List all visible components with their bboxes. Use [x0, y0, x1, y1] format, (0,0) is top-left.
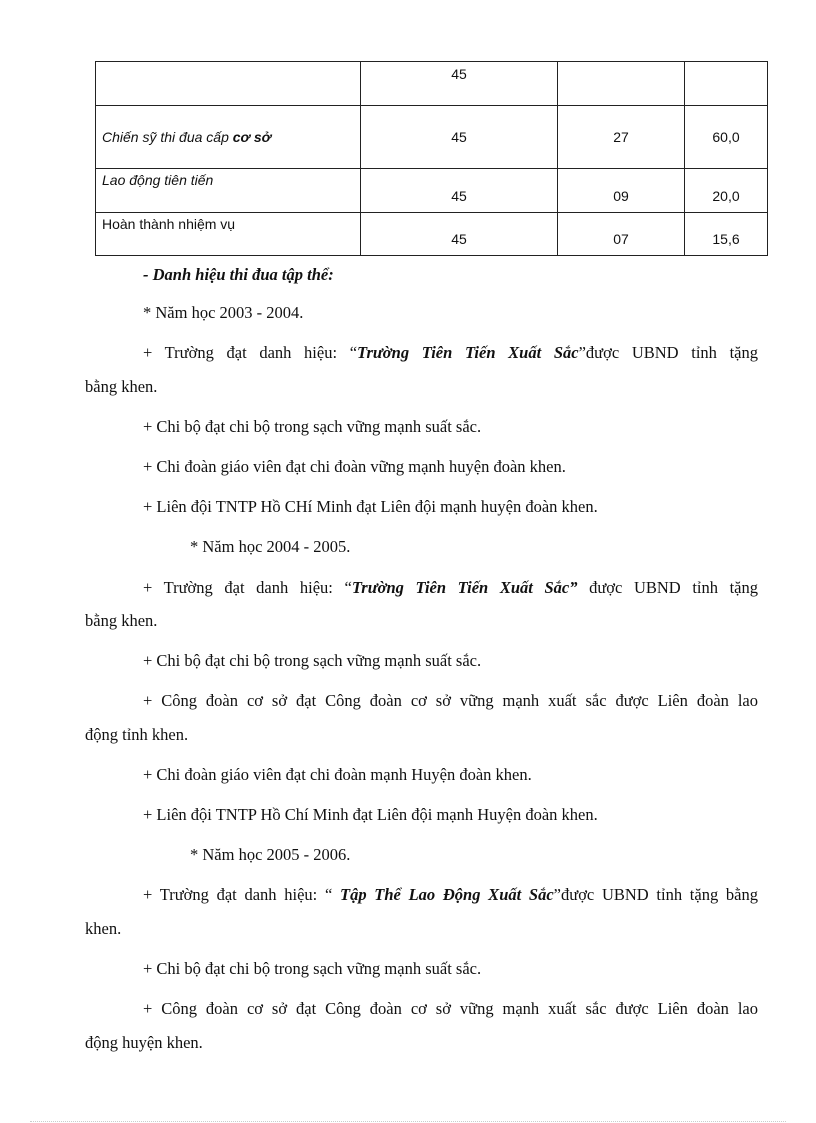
- table-cell-name: Hoàn thành nhiệm vụ: [96, 213, 361, 256]
- text: + Trường đạt danh hiệu: “: [143, 885, 340, 904]
- table-cell-count: [558, 62, 685, 106]
- paragraph: + Công đoàn cơ sở đạt Công đoàn cơ sở vững mạnh xuất sắc được Liên đoàn lao: [143, 999, 758, 1018]
- year-heading: * Năm học 2004 - 2005.: [190, 537, 351, 556]
- paragraph: + Chi bộ đạt chi bộ trong sạch vững mạnh suất sắc.: [143, 651, 482, 670]
- award-statistics-table: [95, 61, 768, 256]
- emphasis-text: Trường Tiên Tiến Xuất Sắc”: [351, 578, 578, 597]
- table-row: [96, 62, 768, 106]
- emphasis-text: Trường Tiên Tiến Xuất Sắc: [357, 343, 579, 362]
- table-cell-count: 09: [558, 169, 685, 213]
- table-cell-percent: 20,0: [685, 169, 768, 213]
- text: ”được UBND tỉnh tặng bằng: [553, 885, 758, 904]
- text: được UBND tỉnh tặng: [577, 578, 759, 597]
- paragraph: [143, 885, 758, 905]
- table-cell-name: [96, 62, 361, 106]
- paragraph: + Chi bộ đạt chi bộ trong sạch vững mạnh suất sắc.: [143, 417, 482, 436]
- paragraph: + Công đoàn cơ sở đạt Công đoàn cơ sở vững mạnh xuất sắc được Liên đoàn lao: [143, 691, 758, 710]
- table-cell-total: 45: [361, 213, 558, 256]
- table-row: [96, 106, 768, 169]
- table-cell-total: 45: [361, 62, 558, 106]
- name-text: Chiến sỹ thi đua cấp: [102, 129, 233, 145]
- table-cell-percent: 60,0: [685, 106, 768, 169]
- table-row: [96, 169, 768, 213]
- page-bottom-rule: [30, 1121, 786, 1122]
- paragraph: + Chi đoàn giáo viên đạt chi đoàn vững mạnh huyện đoàn khen.: [143, 457, 566, 476]
- paragraph: + Liên đội TNTP Hồ Chí Minh đạt Liên đội mạnh Huyện đoàn khen.: [143, 805, 598, 824]
- paragraph: + Chi đoàn giáo viên đạt chi đoàn mạnh Huyện đoàn khen.: [143, 765, 532, 784]
- paragraph: [143, 578, 758, 598]
- name-emphasis: cơ sở: [232, 129, 272, 145]
- year-heading: * Năm học 2005 - 2006.: [190, 845, 351, 864]
- table-cell-total: 45: [361, 106, 558, 169]
- table-cell-percent: [685, 62, 768, 106]
- table-cell-total: 45: [361, 169, 558, 213]
- section-heading: - Danh hiệu thi đua tập thể:: [143, 265, 334, 284]
- table-row: [96, 213, 768, 256]
- paragraph: [143, 343, 758, 363]
- name-text: Lao động tiên tiến: [102, 172, 214, 188]
- paragraph: + Liên đội TNTP Hồ CHí Minh đạt Liên đội mạnh huyện đoàn khen.: [143, 497, 598, 516]
- year-heading: * Năm học 2003 - 2004.: [143, 303, 304, 322]
- paragraph-continuation: động tỉnh khen.: [85, 725, 189, 744]
- table-cell-name: [96, 106, 361, 169]
- paragraph-continuation: bằng khen.: [85, 611, 158, 630]
- paragraph-continuation: khen.: [85, 919, 122, 938]
- table-cell-count: 27: [558, 106, 685, 169]
- text: ”được UBND tỉnh tặng: [578, 343, 758, 362]
- text: + Trường đạt danh hiệu: “: [143, 578, 352, 597]
- table-cell-name: [96, 169, 361, 213]
- emphasis-text: Tập Thể Lao Động Xuất Sắc: [340, 885, 554, 904]
- text: + Trường đạt danh hiệu: “: [143, 343, 358, 362]
- table-cell-count: 07: [558, 213, 685, 256]
- table-cell-percent: 15,6: [685, 213, 768, 256]
- paragraph-continuation: động huyện khen.: [85, 1033, 203, 1052]
- paragraph-continuation: bằng khen.: [85, 377, 158, 396]
- paragraph: + Chi bộ đạt chi bộ trong sạch vững mạnh suất sắc.: [143, 959, 482, 978]
